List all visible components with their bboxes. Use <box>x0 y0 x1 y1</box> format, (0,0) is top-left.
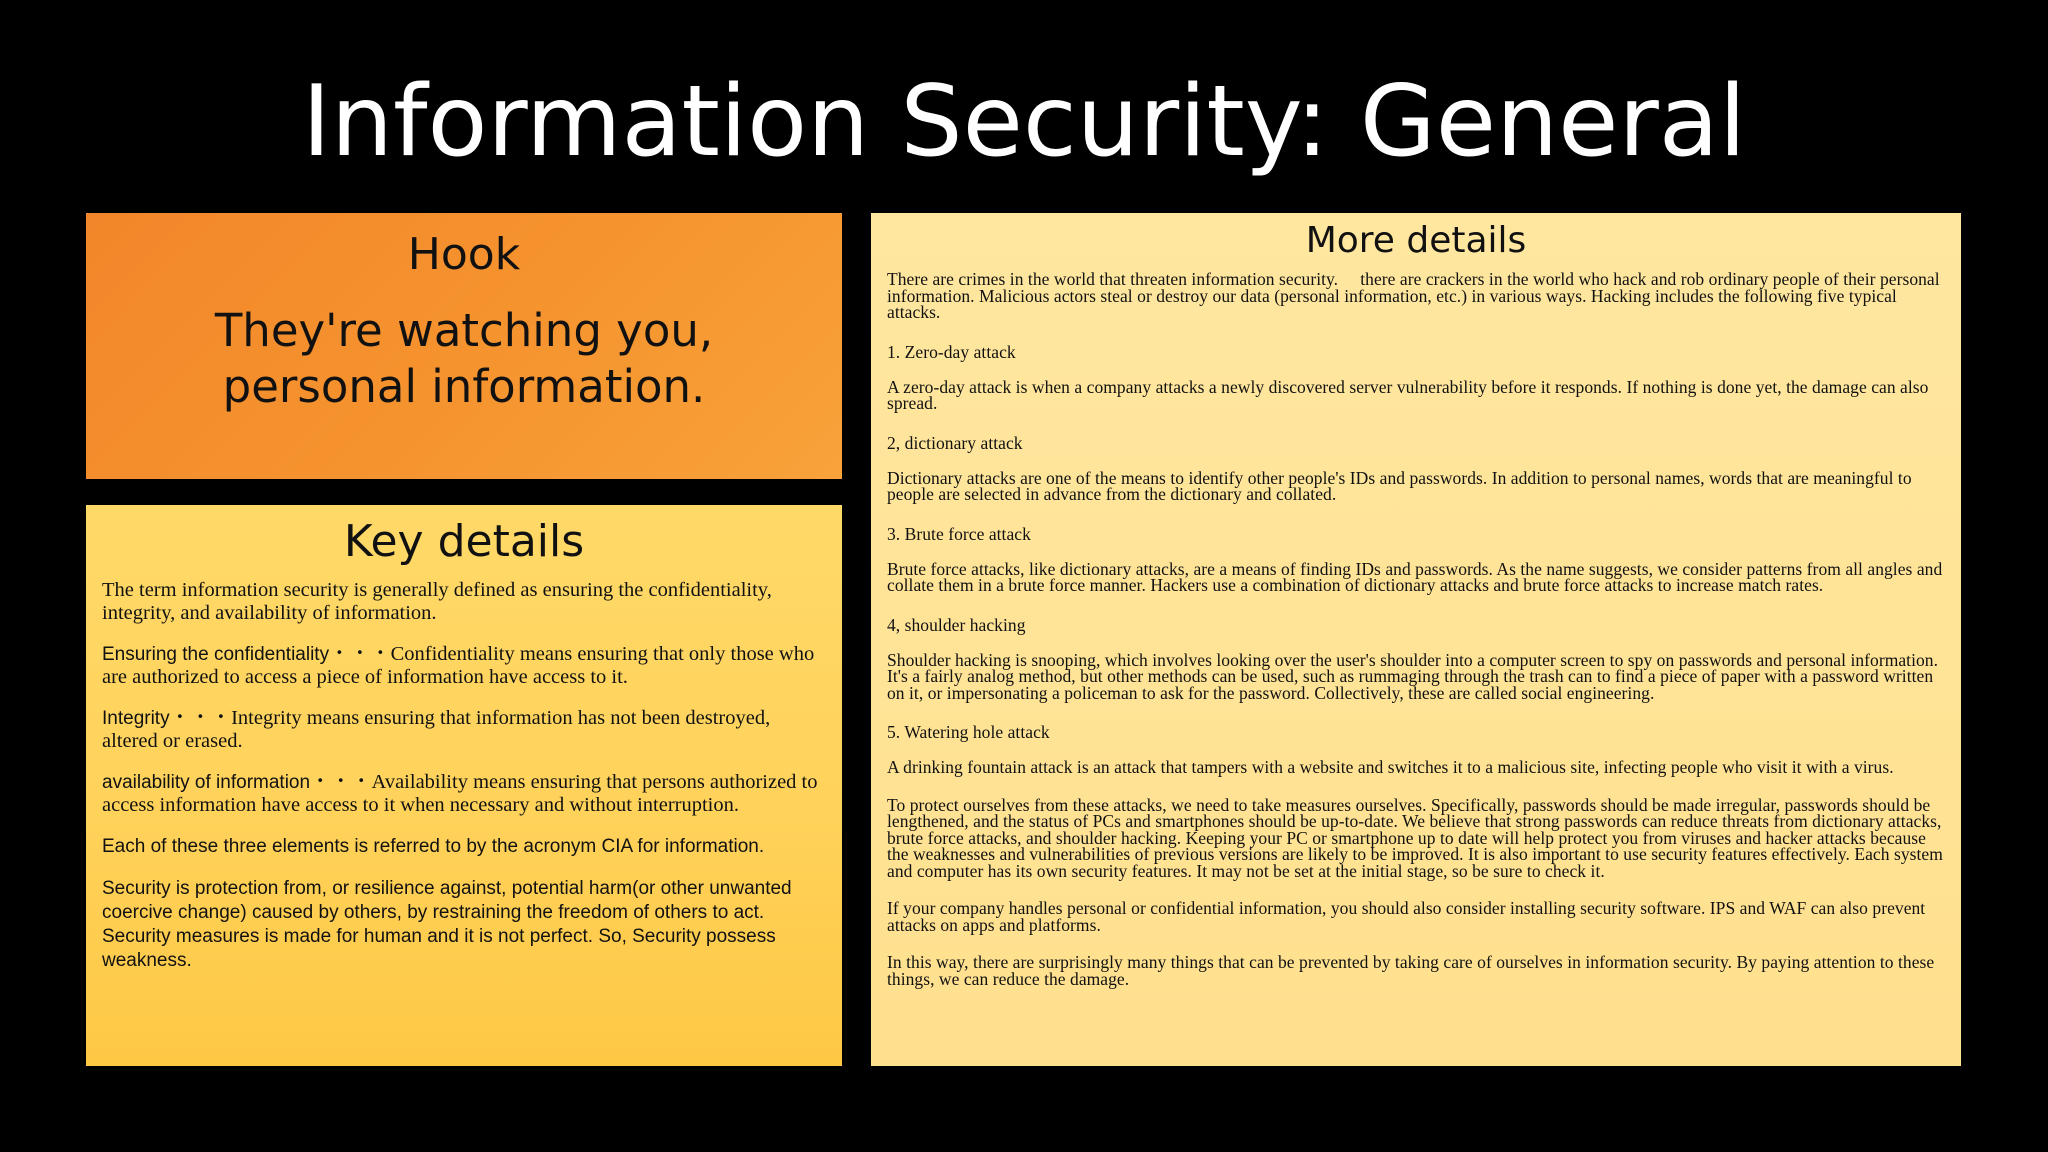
key-paragraph-definition: The term information security is generally defined as ensuring the confidentiality, integrity, and availability of information. <box>102 579 772 624</box>
hook-heading: Hook <box>407 229 521 280</box>
more-paragraph-conclusion: In this way, there are surprisingly many things that can be prevented by taking care of ourselves in information security. By paying attention to these things, we can reduce the damage. <box>887 952 1935 989</box>
hook-text: They're watching you, personal information. <box>214 304 714 413</box>
slide-title: Information Security: General <box>301 65 1747 179</box>
more-paragraph-zero-day: A zero-day attack is when a company attacks a newly discovered server vulnerability before it responds. If nothing is done yet, the damage can also spread. <box>887 376 1929 413</box>
more-details-panel <box>871 213 1961 1066</box>
key-paragraph-confidentiality <box>102 643 830 689</box>
key-paragraph-cia: Each of these three elements is referred to by the acronym CIA for information. <box>102 836 765 857</box>
more-paragraph-brute-force: Brute force attacks, like dictionary attacks, are a means of finding IDs and passwords. As the name suggests, we consider patterns from all angles and collate them in a brute force manner. Hackers use a combination of dictionary attacks and brute force attacks to increase match rates. <box>887 558 1943 595</box>
more-subheading-shoulder-hacking: 4, shoulder hacking <box>887 614 1026 635</box>
more-paragraph-intro: There are crimes in the world that threaten information security. there are crackers in the world who hack and rob ordinary people of their personal information. Malicious actors steal or destroy our data (personal information, etc.) in various ways. Hacking includes the following five typical attacks. <box>887 269 1940 322</box>
key-paragraph-availability <box>102 771 830 817</box>
more-paragraph-security-software: If your company handles personal or confidential information, you should also consider installing security software. IPS and WAF can also prevent attacks on apps and platforms. <box>887 898 1926 935</box>
key-details-panel <box>86 505 842 1066</box>
key-lead-availability: availability of information <box>102 772 311 793</box>
more-subheading-watering-hole: 5. Watering hole attack <box>887 722 1050 742</box>
key-lead-integrity: Integrity <box>102 708 170 729</box>
more-details-body <box>887 271 1947 987</box>
key-text-integrity: ・・・Integrity means ensuring that information has not been destroyed, altered or erased. <box>102 707 771 752</box>
more-subheading-brute-force: 3. Brute force attack <box>887 523 1031 544</box>
more-paragraph-protection: To protect ourselves from these attacks, we need to take measures ourselves. Specifically, passwords should be made irregular, passwords should be lengthened, and the status of PCs and smartphones should be up-to-date. We believe that strong passwords can reduce threats from dictionary attacks, brute force attacks, and shoulder hacking. Keeping your PC or smartphone up to date will help protect you from viruses and hacker attacks because the weaknesses and vulnerabilities of previous versions are likely to be improved. It is also important to use security features effectively. Each system and computer has its own security features. It may not be set at the initial stage, so be sure to check it. <box>887 794 1943 881</box>
key-details-body <box>102 579 830 973</box>
more-subheading-zero-day: 1. Zero-day attack <box>887 341 1016 362</box>
more-subheading-dictionary: 2, dictionary attack <box>887 432 1023 453</box>
hook-panel <box>86 213 842 479</box>
key-text-availability: ・・・Availability means ensuring that persons authorized to access information have access to it when necessary and without interruption. <box>102 771 818 816</box>
key-text-confidentiality: ・・・Confidentiality means ensuring that only those who are authorized to access a piece of information have access to it. <box>102 643 815 688</box>
more-paragraph-watering-hole: A drinking fountain attack is an attack that tampers with a website and switches it to a malicious site, infecting people who visit it with a virus. <box>887 757 1894 777</box>
key-paragraph-integrity <box>102 707 830 753</box>
key-paragraph-security-weakness: Security is protection from, or resilience against, potential harm(or other unwanted coercive change) caused by others, by restraining the freedom of others to act. Security measures is made for human and it is not perfect. So, Security possess weakness. <box>102 878 792 971</box>
more-details-heading: More details <box>1305 220 1527 261</box>
key-details-heading: Key details <box>343 516 585 567</box>
more-paragraph-dictionary: Dictionary attacks are one of the means to identify other people's IDs and passwords. In addition to personal names, words that are meaningful to people are selected in advance from the dictionary and collated. <box>887 467 1912 504</box>
more-paragraph-shoulder-hacking: Shoulder hacking is snooping, which involves looking over the user's shoulder into a computer screen to spy on passwords and personal information. It's a fairly analog method, but other methods can be used, such as rummaging through the trash can to find a piece of paper with a password written on it, or impersonating a policeman to ask for the password. Collectively, these are called social engineering. <box>887 649 1939 703</box>
key-lead-confidentiality: Ensuring the confidentiality <box>102 644 330 665</box>
